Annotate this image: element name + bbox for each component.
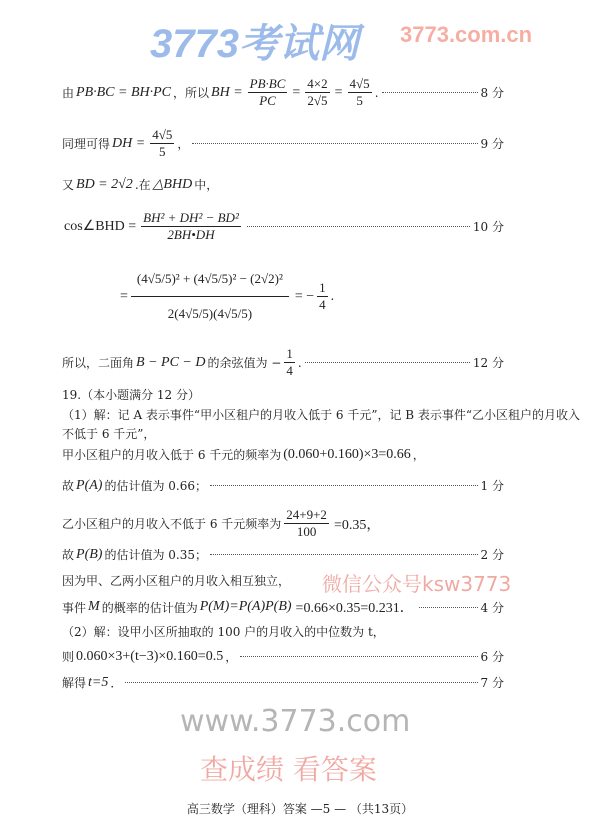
- math: M: [88, 599, 100, 614]
- score: 12 分: [472, 356, 504, 370]
- equals: =: [120, 288, 128, 304]
- line-solve: [62, 674, 504, 691]
- line-conclusion: [62, 346, 504, 379]
- punct: .: [297, 355, 302, 370]
- numerator: BH² + DH² − BD²: [143, 210, 239, 225]
- math: =0.35，: [333, 517, 381, 533]
- score: 9 分: [480, 137, 504, 151]
- fraction: [131, 262, 289, 331]
- numerator: 4√5: [349, 76, 370, 91]
- watermark-logo: 3773考试网: [150, 22, 359, 66]
- math: P(M)=P(A)P(B): [199, 599, 292, 614]
- part2-line: [62, 623, 504, 640]
- cos-computation: [120, 262, 334, 331]
- fraction: [284, 507, 329, 540]
- line-median-eq: [62, 648, 504, 665]
- dotted-leader: [247, 226, 470, 227]
- fraction: [150, 127, 174, 160]
- denominator: PC: [259, 93, 276, 108]
- denominator: 4: [319, 297, 326, 312]
- text: （2）解：设甲小区所抽取的 100 户的月收入的中位数为 t，: [62, 625, 385, 639]
- text: 乙小区租户的月收入不低于 6 千元频率为: [62, 517, 282, 531]
- fraction: [305, 76, 329, 109]
- score: 6 分: [480, 650, 504, 664]
- text: ，所以: [173, 86, 210, 100]
- line-freq-a: [62, 446, 504, 463]
- text: 故: [62, 548, 75, 562]
- math: △BHD: [152, 177, 193, 192]
- dotted-leader: [125, 682, 477, 683]
- score: 8 分: [480, 86, 504, 100]
- line-pm: [62, 597, 504, 617]
- score: 7 分: [480, 676, 504, 690]
- equals: =: [292, 84, 301, 100]
- math: P(A): [76, 477, 103, 493]
- math: cos∠BHD =: [64, 219, 137, 234]
- line-cos: [62, 210, 504, 243]
- equals: = −: [294, 288, 315, 304]
- text: 不低于 6 千元”，: [62, 427, 156, 441]
- text: 甲小区租户的月收入低于 6 千元的频率为: [62, 448, 282, 462]
- punct: ，: [412, 448, 425, 462]
- text: 故: [62, 479, 75, 493]
- score: 4 分: [480, 600, 504, 615]
- fraction: [284, 346, 295, 379]
- fraction: [141, 210, 241, 243]
- question-19-heading: [62, 386, 504, 403]
- text: .在: [134, 178, 151, 192]
- dotted-leader: [192, 143, 477, 144]
- text: 事件: [62, 600, 87, 615]
- score: 10 分: [472, 220, 504, 234]
- text: 的概率的估计值为: [101, 600, 198, 615]
- line-bh: [62, 76, 504, 109]
- equals: =: [334, 84, 343, 100]
- fraction: [248, 76, 288, 109]
- math: (0.060+0.160)×3=0.66: [283, 446, 411, 462]
- dotted-leader: [419, 607, 478, 608]
- punct: ，: [177, 137, 190, 151]
- denominator: 5: [356, 93, 363, 108]
- denominator: 2BH•DH: [167, 227, 215, 242]
- text: 又: [62, 178, 75, 192]
- punct: .: [330, 288, 335, 304]
- text: 因为甲、乙两小区租户的月收入相互独立，: [62, 574, 291, 588]
- dotted-leader: [210, 485, 478, 486]
- math: t=5: [88, 674, 109, 690]
- watermark-wechat: 微信公众号ksw3773: [322, 572, 512, 596]
- text: 则: [62, 650, 75, 664]
- numerator: PB·BC: [249, 76, 286, 91]
- numerator: 24+9+2: [286, 507, 327, 522]
- text: 的估计值为 0.35；: [104, 548, 207, 562]
- text: 的估计值为 0.66；: [104, 479, 207, 493]
- line-dh: [62, 127, 504, 160]
- text: 中，: [194, 178, 219, 192]
- math: DH =: [112, 135, 146, 151]
- line-independent: [62, 572, 504, 589]
- numerator: 1: [286, 346, 293, 361]
- dotted-leader: [305, 362, 470, 363]
- line-freq-b: [62, 507, 504, 540]
- denominator: 100: [296, 524, 317, 539]
- watermark-slogan: 查成绩 看答案: [200, 753, 377, 786]
- part1-line-a: [62, 406, 581, 423]
- numerator: (4√5/5)² + (4√5/5)² − (2√2)²: [131, 262, 289, 297]
- punct: .: [374, 85, 379, 100]
- math: 0.060×3+(t−3)×0.160=0.5: [76, 648, 224, 664]
- watermark-domain: 3773.com.cn: [400, 22, 533, 47]
- fraction: [348, 76, 372, 109]
- denominator: 5: [159, 144, 166, 159]
- score: 2 分: [480, 548, 504, 562]
- text: （1）解：记 A 表示事件“甲小区租户的月收入低于 6 千元”，记 B 表示事件“乙小区租户的月收入: [62, 408, 581, 422]
- line-pb: [62, 546, 504, 563]
- dotted-leader: [210, 554, 478, 555]
- text: 由: [62, 86, 75, 100]
- score: 1 分: [480, 479, 504, 493]
- text: 同理可得: [62, 137, 111, 151]
- math: P(B): [76, 546, 103, 562]
- page-footer: 高三数学（理科）答案 —5 — （共13页）: [186, 802, 414, 816]
- part1-line-b: [62, 425, 504, 442]
- text: 解得: [62, 676, 87, 690]
- dotted-leader: [382, 92, 478, 93]
- punct: ．: [110, 676, 123, 690]
- numerator: 4√5: [152, 127, 173, 142]
- numerator: 4×2: [307, 76, 328, 91]
- math: BD = 2√2: [76, 176, 133, 192]
- denominator: 4: [286, 363, 293, 378]
- watermark-diagonal: www.3773.com: [180, 704, 411, 739]
- math: PB·BC = BH·PC: [76, 84, 172, 100]
- line-bd: [62, 176, 504, 193]
- numerator: 1: [319, 280, 326, 295]
- dotted-leader: [240, 656, 477, 657]
- math: =0.66×0.35=0.231．: [295, 601, 414, 616]
- math: B − PC − D: [136, 354, 206, 370]
- denominator: 2√5: [307, 93, 328, 108]
- text: 所以，二面角: [62, 356, 135, 370]
- text: 的余弦值为 −: [207, 356, 282, 370]
- denominator: 2(4√5/5)(4√5/5): [167, 306, 253, 321]
- line-pa: [62, 477, 504, 494]
- fraction: [317, 280, 328, 313]
- punct: ，: [225, 650, 238, 664]
- text: 19.（本小题满分 12 分）: [62, 388, 200, 402]
- math: BH =: [211, 84, 243, 100]
